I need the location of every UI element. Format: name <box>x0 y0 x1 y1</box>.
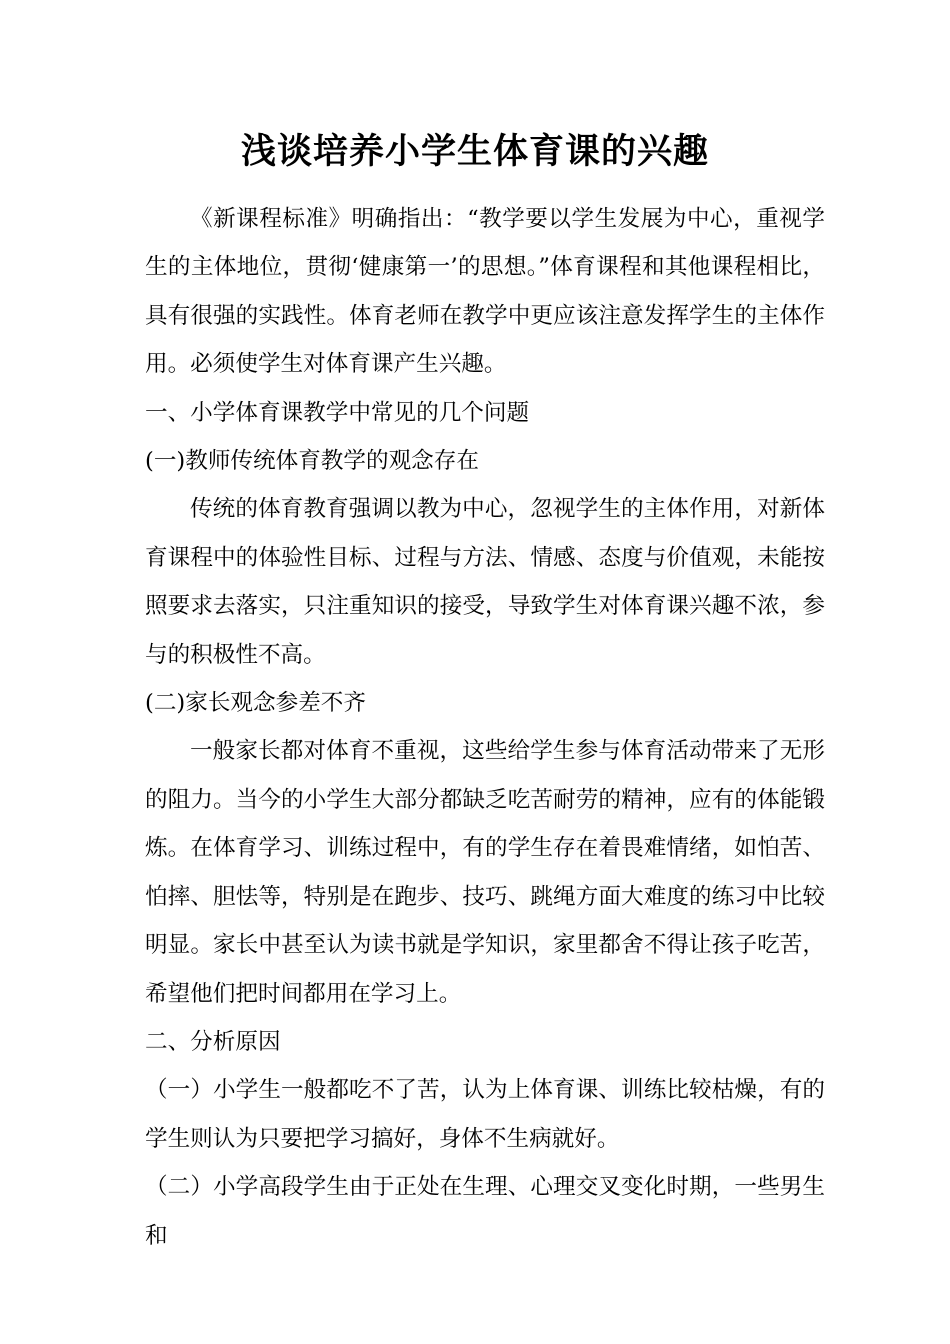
paragraph-reason-2: （二）小学高段学生由于正处在生理、心理交叉变化时期，一些男生和 <box>145 1174 825 1249</box>
paragraph-reason-1: （一）小学生一般都吃不了苦，认为上体育课、训练比较枯燥，有的学生则认为只要把学习搞好，身体不生病就好。 <box>145 1077 825 1152</box>
subsection-heading-1-1: (一)教师传统体育教学的观念存在 <box>145 448 479 475</box>
section-heading-1: 一、小学体育课教学中常见的几个问题 <box>145 399 530 426</box>
paragraph-traditional-teaching: 传统的体育教育强调以教为中心，忽视学生的主体作用，对新体育课程中的体验性目标、过程与方法、情感、态度与价值观，未能按照要求去落实，只注重知识的接受，导致学生对体育课兴趣不浓，参与的积极性不高。 <box>145 496 825 668</box>
paragraph-parents: 一般家长都对体育不重视，这些给学生参与体育活动带来了无形的阻力。当今的小学生大部分都缺乏吃苦耐劳的精神，应有的体能锻炼。在体育学习、训练过程中，有的学生存在着畏难情绪，如怕苦、怕摔、胆怯等，特别是在跑步、技巧、跳绳方面大难度的练习中比较明显。家长中甚至认为读书就是学知识，家里都舍不得让孩子吃苦，希望他们把时间都用在学习上。 <box>145 738 825 1007</box>
intro-paragraph: 《新课程标准》明确指出：“教学要以学生发展为中心，重视学生的主体地位，贯彻‘健康第一’的思想。”体育课程和其他课程相比，具有很强的实践性。体育老师在教学中更应该注意发挥学生的主体作用。必须使学生对体育课产生兴趣。 <box>145 206 825 378</box>
document-body <box>145 195 825 1260</box>
subsection-heading-1-2: (二)家长观念参差不齐 <box>145 690 366 717</box>
document-title: 浅谈培养小学生体育课的兴趣 <box>240 131 709 172</box>
section-heading-2: 二、分析原因 <box>145 1028 281 1055</box>
